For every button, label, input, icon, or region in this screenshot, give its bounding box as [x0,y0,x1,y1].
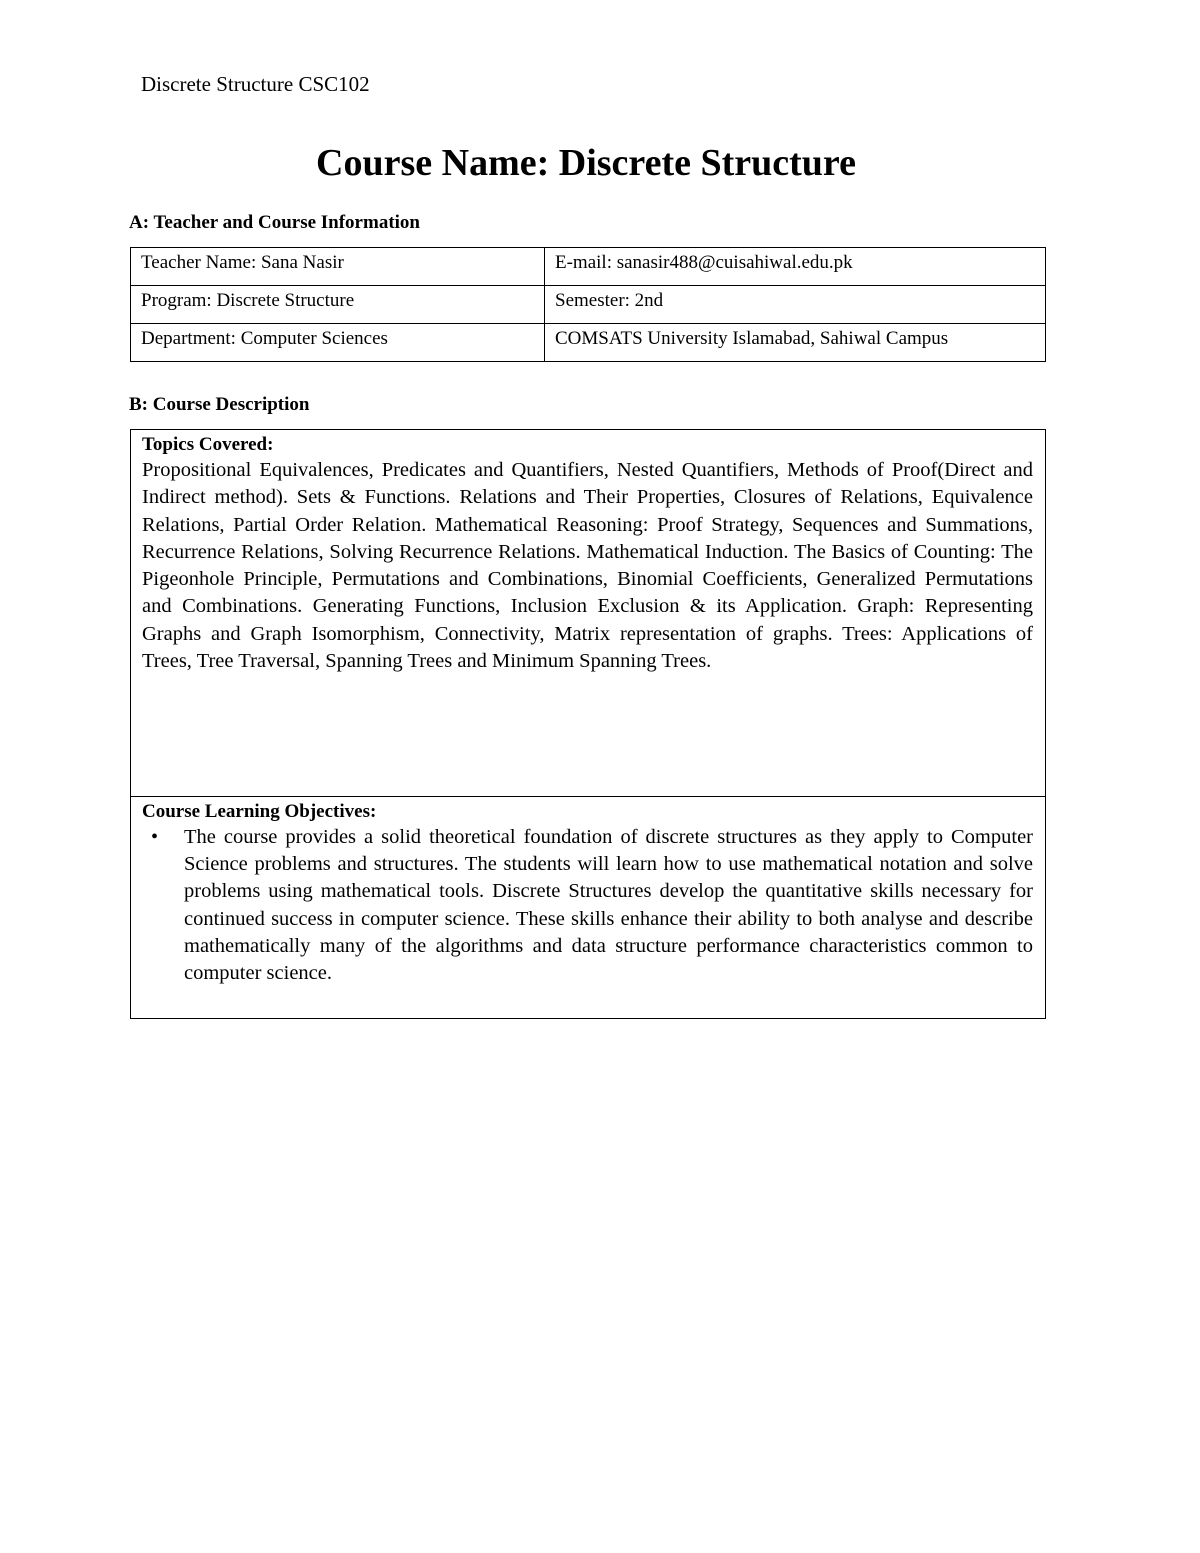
learning-objectives-label: Course Learning Objectives: [142,801,377,822]
program-cell: Program: Discrete Structure [131,286,545,324]
table-row [131,324,1046,362]
section-b-heading: B: Course Description [129,394,310,415]
table-row [131,286,1046,324]
topics-covered-text: Propositional Equivalences, Predicates and Quantifiers, Nested Quantifiers, Methods of Proof(Direct and Indirect method). Sets & Functions. Relations and Their Properties, Closures of Relations, Equivalence Relations, Partial Order Relation. Mathematical Reasoning: Proof Strategy, Sequences and Summations, Recurrence Relations, Solving Recurrence Relations. Mathematical Induction. The Basics of Counting: The Pigeonhole Principle, Permutations and Combinations, Binomial Coefficients, Generalized Permutations and Combinations. Generating Functions, Inclusion Exclusion & its Application. Graph: Representing Graphs and Graph Isomorphism, Connectivity, Matrix representation of graphs. Trees: Applications of Trees, Tree Traversal, Spanning Trees and Minimum Spanning Trees. [142,459,1033,673]
topics-covered-label: Topics Covered: [142,434,274,455]
topics-covered-cell [131,430,1045,797]
bullet-icon: • [151,826,159,848]
table-row [131,248,1046,286]
teacher-name-cell: Teacher Name: Sana Nasir [131,248,545,286]
teacher-course-info-table [130,247,1046,362]
department-cell: Department: Computer Sciences [131,324,545,362]
page-title: Course Name: Discrete Structure [316,142,856,184]
email-cell: E-mail: sanasir488@cuisahiwal.edu.pk [545,248,1046,286]
campus-cell: COMSATS University Islamabad, Sahiwal Campus [545,324,1046,362]
objective-text: The course provides a solid theoretical foundation of discrete structures as they apply to Computer Science problems and structures. The students will learn how to use mathematical notation and solve problems using mathematical tools. Discrete Structures develop the quantitative skills necessary for continued success in computer science. These skills enhance their ability to both analyse and describe mathematically many of the algorithms and data structure performance characteristics common to computer science. [184,826,1033,985]
learning-objectives-cell [131,797,1045,1018]
section-a-heading: A: Teacher and Course Information [129,212,420,233]
page-header: Discrete Structure CSC102 [141,72,370,96]
list-item [151,824,1033,987]
course-description-table [130,429,1046,1019]
objectives-list [142,824,1033,987]
semester-cell: Semester: 2nd [545,286,1046,324]
